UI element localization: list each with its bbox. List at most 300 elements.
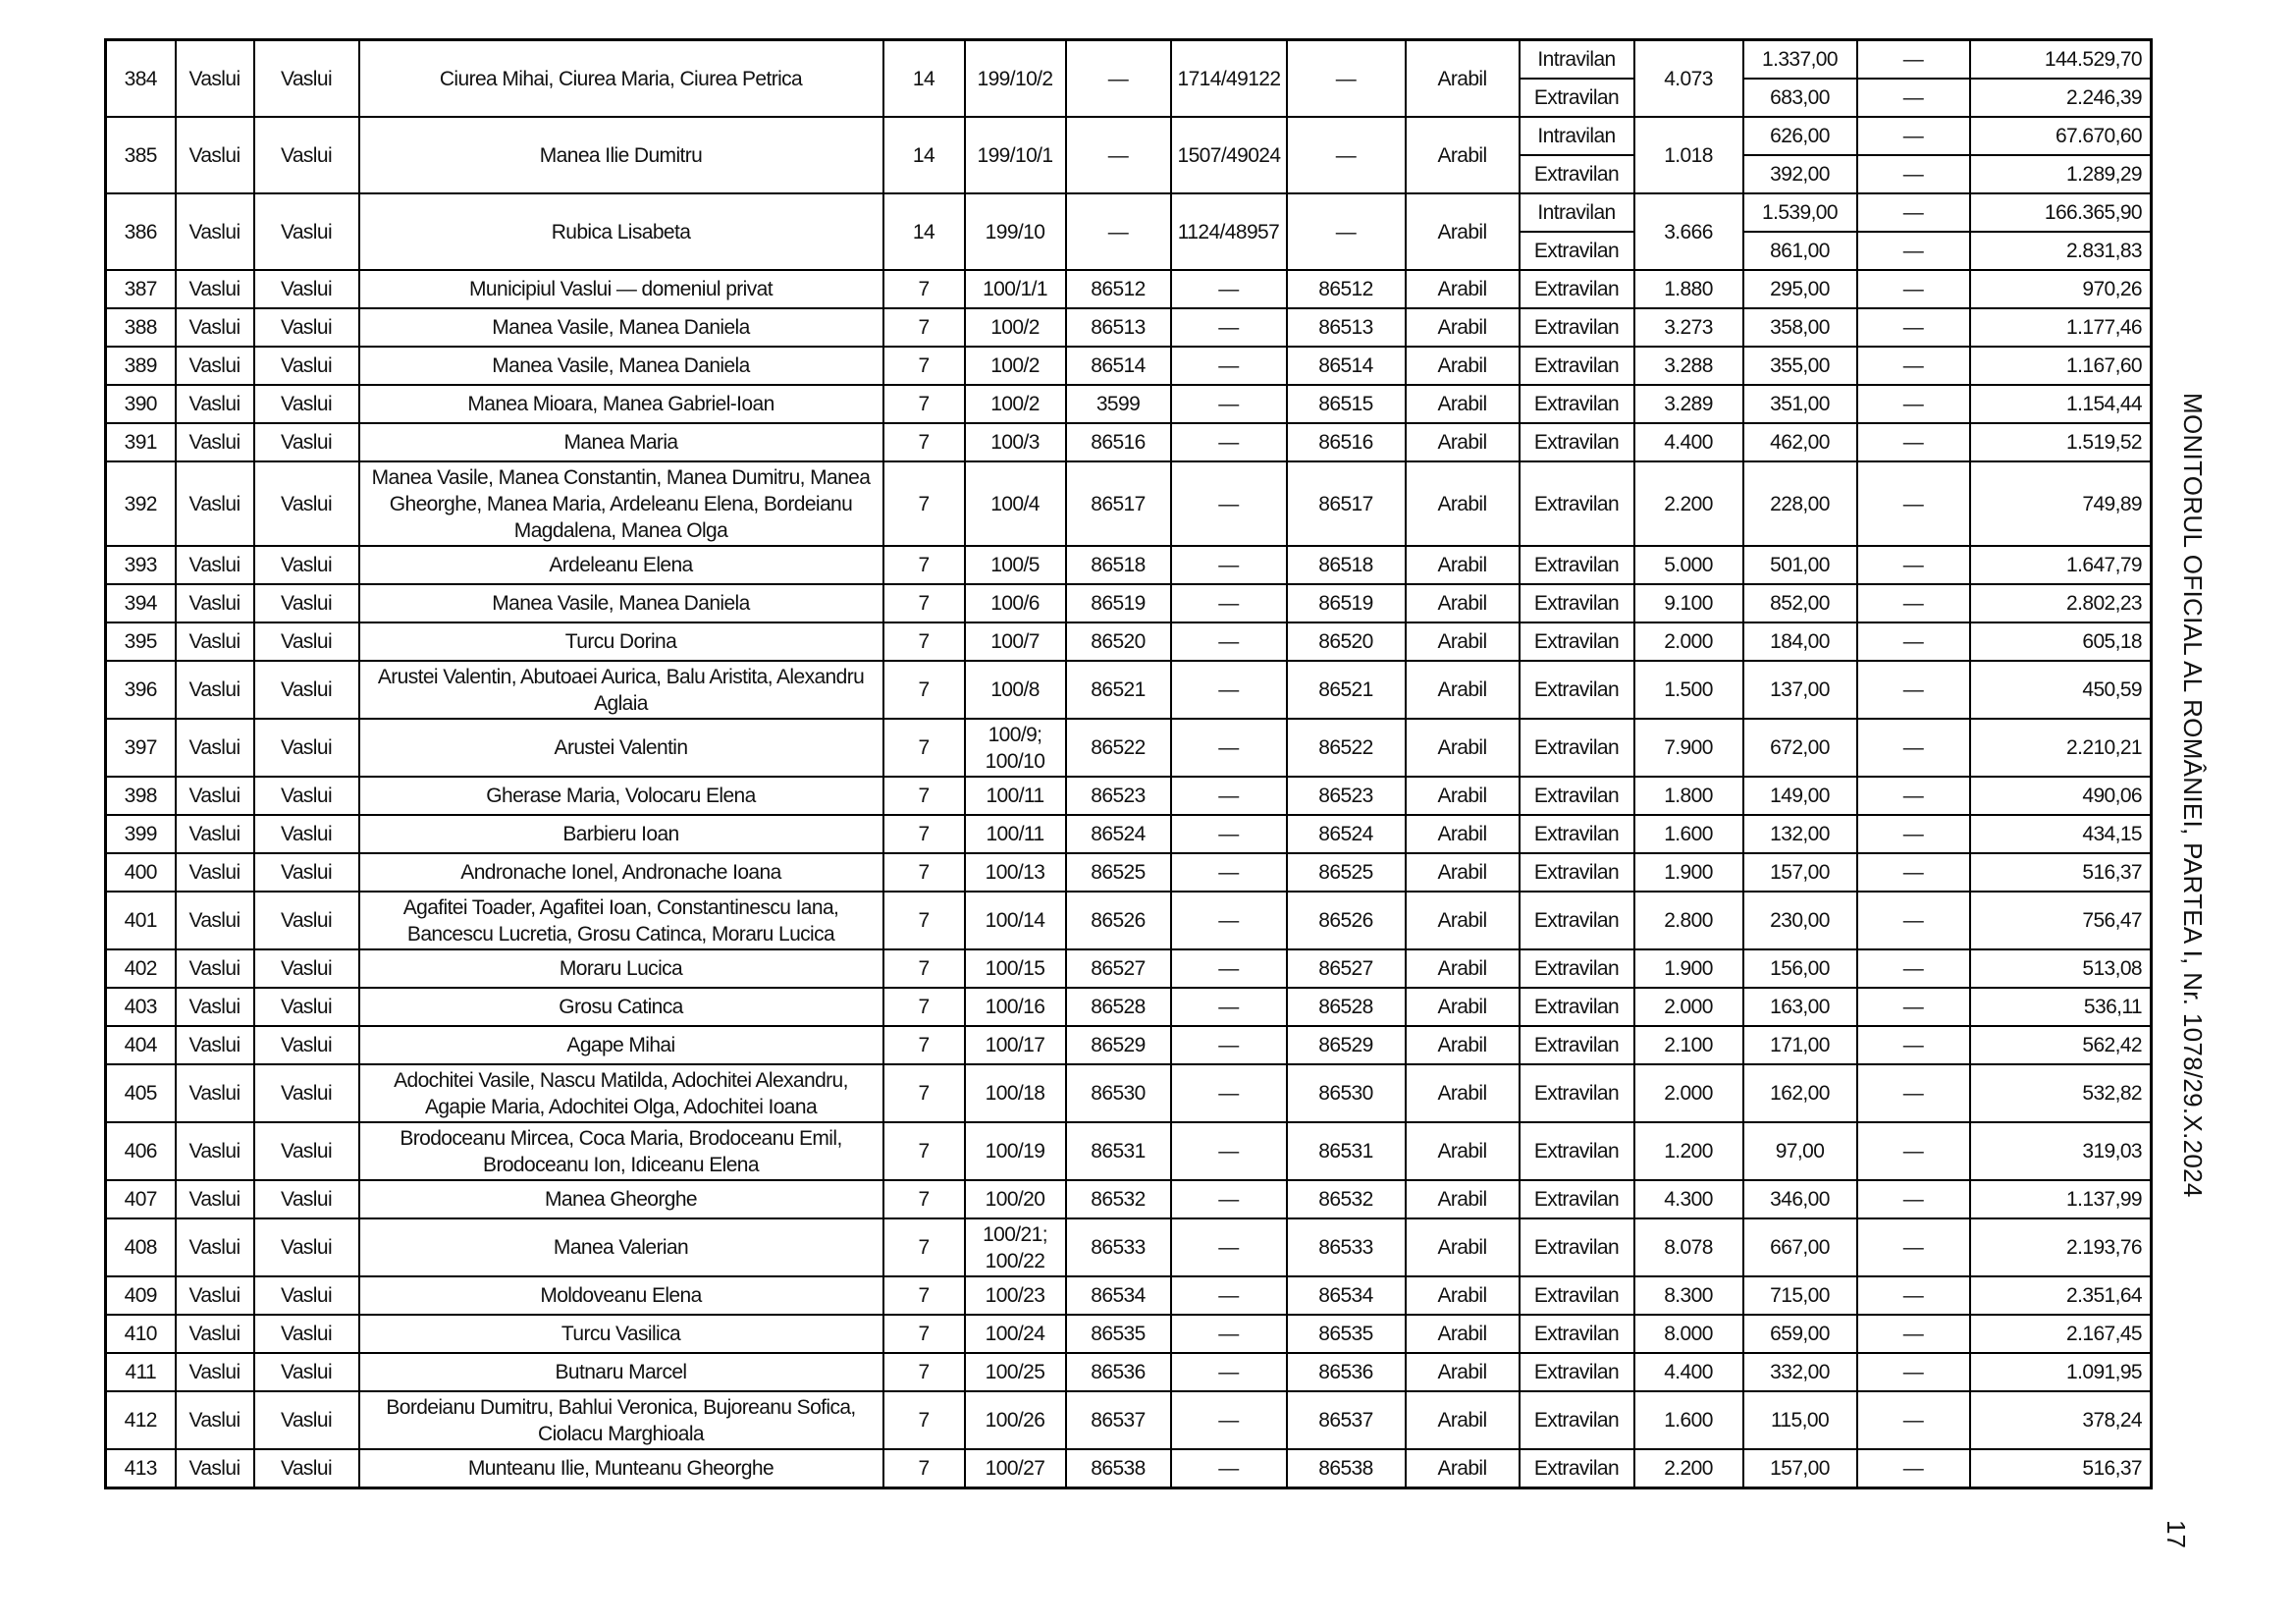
county-cell: Vaslui [176, 270, 254, 308]
value-cell: 358,00 [1743, 308, 1857, 347]
zone-cell: Extravilan [1520, 423, 1634, 461]
cadastral-number-cell: 86520 [1066, 622, 1171, 661]
use-category-cell: Arabil [1406, 719, 1520, 777]
land-book-cf-cell: 86516 [1287, 423, 1406, 461]
owners-cell: Agape Mihai [359, 1026, 883, 1064]
zone-cell: Extravilan [1520, 661, 1634, 719]
owners-cell: Manea Vasile, Manea Daniela [359, 584, 883, 622]
land-book-tf-cell: — [1171, 815, 1287, 853]
land-book-cf-cell: 86538 [1287, 1449, 1406, 1488]
use-category-cell: Arabil [1406, 988, 1520, 1026]
locality-cell: Vaslui [254, 719, 359, 777]
use-category-cell: Arabil [1406, 815, 1520, 853]
use-category-cell: Arabil [1406, 1315, 1520, 1353]
cadastral-number-cell: 3599 [1066, 385, 1171, 423]
total-cell: 1.167,60 [1970, 347, 2152, 385]
total-cell: 1.289,29 [1970, 155, 2152, 193]
cadastral-number-cell: 86525 [1066, 853, 1171, 892]
parcel-cell: 100/8 [965, 661, 1066, 719]
parcel-cell: 100/6 [965, 584, 1066, 622]
cadastral-number-cell: — [1066, 40, 1171, 118]
cadastral-number-cell: 86523 [1066, 777, 1171, 815]
tarla-cell: 7 [883, 661, 965, 719]
land-book-tf-cell: — [1171, 661, 1287, 719]
table-row [106, 117, 2152, 155]
land-book-cf-cell: 86513 [1287, 308, 1406, 347]
dash-cell: — [1857, 40, 1970, 80]
locality-cell: Vaslui [254, 193, 359, 270]
zone-cell: Extravilan [1520, 1218, 1634, 1276]
row-number: 390 [106, 385, 176, 423]
value-cell: 97,00 [1743, 1122, 1857, 1180]
land-book-tf-cell: — [1171, 423, 1287, 461]
value-cell: 626,00 [1743, 117, 1857, 155]
tarla-cell: 7 [883, 1026, 965, 1064]
cadastral-number-cell: 86527 [1066, 949, 1171, 988]
zone-cell: Extravilan [1520, 853, 1634, 892]
use-category-cell: Arabil [1406, 1353, 1520, 1391]
dash-cell: — [1857, 1353, 1970, 1391]
zone-cell: Extravilan [1520, 232, 1634, 270]
total-cell: 536,11 [1970, 988, 2152, 1026]
dash-cell: — [1857, 232, 1970, 270]
locality-cell: Vaslui [254, 622, 359, 661]
dash-cell: — [1857, 1180, 1970, 1218]
county-cell: Vaslui [176, 815, 254, 853]
dash-cell: — [1857, 347, 1970, 385]
use-category-cell: Arabil [1406, 1218, 1520, 1276]
tarla-cell: 7 [883, 777, 965, 815]
locality-cell: Vaslui [254, 988, 359, 1026]
tarla-cell: 14 [883, 40, 965, 118]
locality-cell: Vaslui [254, 385, 359, 423]
use-category-cell: Arabil [1406, 1391, 1520, 1449]
tarla-cell: 7 [883, 1122, 965, 1180]
row-number: 392 [106, 461, 176, 546]
row-number: 403 [106, 988, 176, 1026]
table-row [106, 193, 2152, 232]
land-book-tf-cell: — [1171, 719, 1287, 777]
dash-cell: — [1857, 1315, 1970, 1353]
zone-cell: Extravilan [1520, 270, 1634, 308]
tarla-cell: 7 [883, 1064, 965, 1122]
owners-cell: Manea Valerian [359, 1218, 883, 1276]
row-number: 409 [106, 1276, 176, 1315]
area-cell: 2.000 [1634, 988, 1743, 1026]
dash-cell: — [1857, 1122, 1970, 1180]
zone-cell: Extravilan [1520, 1122, 1634, 1180]
locality-cell: Vaslui [254, 853, 359, 892]
row-number: 391 [106, 423, 176, 461]
locality-cell: Vaslui [254, 1353, 359, 1391]
total-cell: 2.802,23 [1970, 584, 2152, 622]
total-cell: 319,03 [1970, 1122, 2152, 1180]
parcel-cell: 100/17 [965, 1026, 1066, 1064]
county-cell: Vaslui [176, 40, 254, 118]
tarla-cell: 7 [883, 270, 965, 308]
land-book-tf-cell: — [1171, 853, 1287, 892]
value-cell: 149,00 [1743, 777, 1857, 815]
tarla-cell: 7 [883, 347, 965, 385]
locality-cell: Vaslui [254, 270, 359, 308]
land-book-tf-cell: — [1171, 1122, 1287, 1180]
owners-cell: Manea Gheorghe [359, 1180, 883, 1218]
total-cell: 67.670,60 [1970, 117, 2152, 155]
land-book-tf-cell: — [1171, 308, 1287, 347]
parcel-cell: 100/14 [965, 892, 1066, 949]
use-category-cell: Arabil [1406, 423, 1520, 461]
area-cell: 2.800 [1634, 892, 1743, 949]
land-book-tf-cell: — [1171, 1391, 1287, 1449]
value-cell: 861,00 [1743, 232, 1857, 270]
parcel-cell: 100/11 [965, 777, 1066, 815]
dash-cell: — [1857, 546, 1970, 584]
expropriation-table [104, 38, 2153, 1489]
county-cell: Vaslui [176, 1026, 254, 1064]
land-book-tf-cell: — [1171, 988, 1287, 1026]
area-cell: 3.289 [1634, 385, 1743, 423]
tarla-cell: 7 [883, 584, 965, 622]
county-cell: Vaslui [176, 1064, 254, 1122]
area-cell: 3.273 [1634, 308, 1743, 347]
area-cell: 1.900 [1634, 949, 1743, 988]
value-cell: 295,00 [1743, 270, 1857, 308]
area-cell: 4.300 [1634, 1180, 1743, 1218]
area-cell: 3.666 [1634, 193, 1743, 270]
owners-cell: Butnaru Marcel [359, 1353, 883, 1391]
tarla-cell: 7 [883, 461, 965, 546]
value-cell: 683,00 [1743, 79, 1857, 117]
tarla-cell: 7 [883, 892, 965, 949]
parcel-cell: 100/7 [965, 622, 1066, 661]
locality-cell: Vaslui [254, 1315, 359, 1353]
county-cell: Vaslui [176, 1218, 254, 1276]
area-cell: 1.500 [1634, 661, 1743, 719]
value-cell: 332,00 [1743, 1353, 1857, 1391]
total-cell: 1.647,79 [1970, 546, 2152, 584]
county-cell: Vaslui [176, 1122, 254, 1180]
row-number: 384 [106, 40, 176, 118]
use-category-cell: Arabil [1406, 308, 1520, 347]
county-cell: Vaslui [176, 622, 254, 661]
cadastral-number-cell: 86531 [1066, 1122, 1171, 1180]
total-cell: 516,37 [1970, 1449, 2152, 1488]
parcel-cell: 100/2 [965, 308, 1066, 347]
value-cell: 392,00 [1743, 155, 1857, 193]
locality-cell: Vaslui [254, 117, 359, 193]
area-cell: 2.100 [1634, 1026, 1743, 1064]
zone-cell: Extravilan [1520, 1353, 1634, 1391]
total-cell: 2.167,45 [1970, 1315, 2152, 1353]
locality-cell: Vaslui [254, 1122, 359, 1180]
use-category-cell: Arabil [1406, 546, 1520, 584]
land-book-tf-cell: — [1171, 1218, 1287, 1276]
table-row [106, 1122, 2152, 1180]
table-row [106, 1064, 2152, 1122]
use-category-cell: Arabil [1406, 777, 1520, 815]
land-book-tf-cell: — [1171, 461, 1287, 546]
value-cell: 162,00 [1743, 1064, 1857, 1122]
area-cell: 1.880 [1634, 270, 1743, 308]
use-category-cell: Arabil [1406, 1064, 1520, 1122]
parcel-cell: 100/26 [965, 1391, 1066, 1449]
parcel-cell: 100/11 [965, 815, 1066, 853]
county-cell: Vaslui [176, 1391, 254, 1449]
zone-cell: Extravilan [1520, 622, 1634, 661]
cadastral-number-cell: 86532 [1066, 1180, 1171, 1218]
land-book-tf-cell: — [1171, 1180, 1287, 1218]
row-number: 400 [106, 853, 176, 892]
tarla-cell: 7 [883, 1449, 965, 1488]
locality-cell: Vaslui [254, 1276, 359, 1315]
dash-cell: — [1857, 719, 1970, 777]
tarla-cell: 7 [883, 988, 965, 1026]
row-number: 388 [106, 308, 176, 347]
tarla-cell: 7 [883, 622, 965, 661]
value-cell: 228,00 [1743, 461, 1857, 546]
use-category-cell: Arabil [1406, 117, 1520, 193]
row-number: 405 [106, 1064, 176, 1122]
use-category-cell: Arabil [1406, 461, 1520, 546]
value-cell: 462,00 [1743, 423, 1857, 461]
total-cell: 516,37 [1970, 853, 2152, 892]
dash-cell: — [1857, 155, 1970, 193]
cadastral-number-cell: 86534 [1066, 1276, 1171, 1315]
total-cell: 756,47 [1970, 892, 2152, 949]
owners-cell: Andronache Ionel, Andronache Ioana [359, 853, 883, 892]
tarla-cell: 7 [883, 308, 965, 347]
row-number: 398 [106, 777, 176, 815]
parcel-cell: 100/21; 100/22 [965, 1218, 1066, 1276]
parcel-cell: 199/10/2 [965, 40, 1066, 118]
parcel-cell: 199/10 [965, 193, 1066, 270]
use-category-cell: Arabil [1406, 1122, 1520, 1180]
land-book-cf-cell: 86534 [1287, 1276, 1406, 1315]
land-book-cf-cell: 86526 [1287, 892, 1406, 949]
land-book-tf-cell: — [1171, 347, 1287, 385]
total-cell: 1.177,46 [1970, 308, 2152, 347]
value-cell: 667,00 [1743, 1218, 1857, 1276]
owners-cell: Munteanu Ilie, Munteanu Gheorghe [359, 1449, 883, 1488]
cadastral-number-cell: 86537 [1066, 1391, 1171, 1449]
zone-cell: Extravilan [1520, 1180, 1634, 1218]
locality-cell: Vaslui [254, 815, 359, 853]
tarla-cell: 7 [883, 815, 965, 853]
table-row [106, 1315, 2152, 1353]
county-cell: Vaslui [176, 117, 254, 193]
cadastral-number-cell: 86530 [1066, 1064, 1171, 1122]
cadastral-number-cell: 86521 [1066, 661, 1171, 719]
parcel-cell: 100/18 [965, 1064, 1066, 1122]
locality-cell: Vaslui [254, 423, 359, 461]
land-book-tf-cell: — [1171, 584, 1287, 622]
table-row [106, 719, 2152, 777]
row-number: 412 [106, 1391, 176, 1449]
land-book-cf-cell: 86517 [1287, 461, 1406, 546]
county-cell: Vaslui [176, 949, 254, 988]
total-cell: 378,24 [1970, 1391, 2152, 1449]
zone-cell: Extravilan [1520, 1026, 1634, 1064]
parcel-cell: 199/10/1 [965, 117, 1066, 193]
cadastral-number-cell: 86536 [1066, 1353, 1171, 1391]
zone-cell: Extravilan [1520, 308, 1634, 347]
cadastral-number-cell: 86524 [1066, 815, 1171, 853]
use-category-cell: Arabil [1406, 385, 1520, 423]
table-row [106, 1276, 2152, 1315]
parcel-cell: 100/24 [965, 1315, 1066, 1353]
owners-cell: Arustei Valentin [359, 719, 883, 777]
tarla-cell: 7 [883, 1276, 965, 1315]
table-row [106, 1449, 2152, 1488]
value-cell: 715,00 [1743, 1276, 1857, 1315]
value-cell: 137,00 [1743, 661, 1857, 719]
value-cell: 351,00 [1743, 385, 1857, 423]
area-cell: 1.200 [1634, 1122, 1743, 1180]
row-number: 399 [106, 815, 176, 853]
zone-cell: Extravilan [1520, 1276, 1634, 1315]
row-number: 401 [106, 892, 176, 949]
land-book-tf-cell: — [1171, 546, 1287, 584]
row-number: 410 [106, 1315, 176, 1353]
cadastral-number-cell: 86513 [1066, 308, 1171, 347]
locality-cell: Vaslui [254, 892, 359, 949]
dash-cell: — [1857, 1064, 1970, 1122]
locality-cell: Vaslui [254, 777, 359, 815]
locality-cell: Vaslui [254, 1449, 359, 1488]
zone-cell: Extravilan [1520, 1449, 1634, 1488]
land-book-cf-cell: 86515 [1287, 385, 1406, 423]
row-number: 389 [106, 347, 176, 385]
owners-cell: Gherase Maria, Volocaru Elena [359, 777, 883, 815]
locality-cell: Vaslui [254, 40, 359, 118]
value-cell: 132,00 [1743, 815, 1857, 853]
row-number: 406 [106, 1122, 176, 1180]
value-cell: 171,00 [1743, 1026, 1857, 1064]
owners-cell: Manea Maria [359, 423, 883, 461]
land-book-cf-cell: 86512 [1287, 270, 1406, 308]
county-cell: Vaslui [176, 853, 254, 892]
area-cell: 8.300 [1634, 1276, 1743, 1315]
owners-cell: Barbieru Ioan [359, 815, 883, 853]
land-book-cf-cell: 86536 [1287, 1353, 1406, 1391]
land-book-cf-cell: 86529 [1287, 1026, 1406, 1064]
dash-cell: — [1857, 79, 1970, 117]
owners-cell: Manea Vasile, Manea Daniela [359, 308, 883, 347]
land-book-cf-cell: 86519 [1287, 584, 1406, 622]
dash-cell: — [1857, 193, 1970, 232]
cadastral-number-cell: 86518 [1066, 546, 1171, 584]
locality-cell: Vaslui [254, 1391, 359, 1449]
owners-cell: Turcu Dorina [359, 622, 883, 661]
locality-cell: Vaslui [254, 661, 359, 719]
land-book-tf-cell: — [1171, 1353, 1287, 1391]
cadastral-number-cell: 86529 [1066, 1026, 1171, 1064]
county-cell: Vaslui [176, 1353, 254, 1391]
county-cell: Vaslui [176, 423, 254, 461]
value-cell: 156,00 [1743, 949, 1857, 988]
area-cell: 2.000 [1634, 622, 1743, 661]
county-cell: Vaslui [176, 1315, 254, 1353]
total-cell: 2.246,39 [1970, 79, 2152, 117]
zone-cell: Intravilan [1520, 193, 1634, 232]
area-cell: 4.073 [1634, 40, 1743, 118]
total-cell: 749,89 [1970, 461, 2152, 546]
owners-cell: Ardeleanu Elena [359, 546, 883, 584]
land-book-tf-cell: — [1171, 1064, 1287, 1122]
area-cell: 9.100 [1634, 584, 1743, 622]
table-row [106, 270, 2152, 308]
table-row [106, 1026, 2152, 1064]
zone-cell: Extravilan [1520, 584, 1634, 622]
tarla-cell: 7 [883, 719, 965, 777]
total-cell: 2.351,64 [1970, 1276, 2152, 1315]
locality-cell: Vaslui [254, 308, 359, 347]
total-cell: 2.193,76 [1970, 1218, 2152, 1276]
table-row [106, 949, 2152, 988]
parcel-cell: 100/15 [965, 949, 1066, 988]
county-cell: Vaslui [176, 461, 254, 546]
parcel-cell: 100/4 [965, 461, 1066, 546]
total-cell: 513,08 [1970, 949, 2152, 988]
cadastral-number-cell: 86517 [1066, 461, 1171, 546]
tarla-cell: 7 [883, 853, 965, 892]
zone-cell: Extravilan [1520, 347, 1634, 385]
land-book-tf-cell: 1124/48957 [1171, 193, 1287, 270]
total-cell: 562,42 [1970, 1026, 2152, 1064]
use-category-cell: Arabil [1406, 193, 1520, 270]
row-number: 395 [106, 622, 176, 661]
land-book-cf-cell: 86523 [1287, 777, 1406, 815]
use-category-cell: Arabil [1406, 1026, 1520, 1064]
locality-cell: Vaslui [254, 1026, 359, 1064]
cadastral-number-cell: 86512 [1066, 270, 1171, 308]
zone-cell: Extravilan [1520, 1391, 1634, 1449]
parcel-cell: 100/1/1 [965, 270, 1066, 308]
land-book-cf-cell: — [1287, 117, 1406, 193]
cadastral-number-cell: 86528 [1066, 988, 1171, 1026]
land-book-cf-cell: — [1287, 40, 1406, 118]
owners-cell: Rubica Lisabeta [359, 193, 883, 270]
cadastral-number-cell: — [1066, 117, 1171, 193]
area-cell: 2.200 [1634, 461, 1743, 546]
value-cell: 852,00 [1743, 584, 1857, 622]
owners-cell: Manea Ilie Dumitru [359, 117, 883, 193]
zone-cell: Extravilan [1520, 546, 1634, 584]
use-category-cell: Arabil [1406, 892, 1520, 949]
zone-cell: Extravilan [1520, 988, 1634, 1026]
use-category-cell: Arabil [1406, 347, 1520, 385]
cadastral-number-cell: 86522 [1066, 719, 1171, 777]
county-cell: Vaslui [176, 1449, 254, 1488]
locality-cell: Vaslui [254, 1064, 359, 1122]
parcel-cell: 100/16 [965, 988, 1066, 1026]
county-cell: Vaslui [176, 1180, 254, 1218]
dash-cell: — [1857, 270, 1970, 308]
value-cell: 157,00 [1743, 853, 1857, 892]
land-book-cf-cell: 86532 [1287, 1180, 1406, 1218]
dash-cell: — [1857, 308, 1970, 347]
total-cell: 144.529,70 [1970, 40, 2152, 80]
use-category-cell: Arabil [1406, 622, 1520, 661]
cadastral-number-cell: 86535 [1066, 1315, 1171, 1353]
land-book-cf-cell: 86527 [1287, 949, 1406, 988]
area-cell: 1.800 [1634, 777, 1743, 815]
table-row [106, 461, 2152, 546]
county-cell: Vaslui [176, 385, 254, 423]
parcel-cell: 100/2 [965, 347, 1066, 385]
land-book-cf-cell: 86537 [1287, 1391, 1406, 1449]
page-number: 17 [2162, 1520, 2191, 1548]
